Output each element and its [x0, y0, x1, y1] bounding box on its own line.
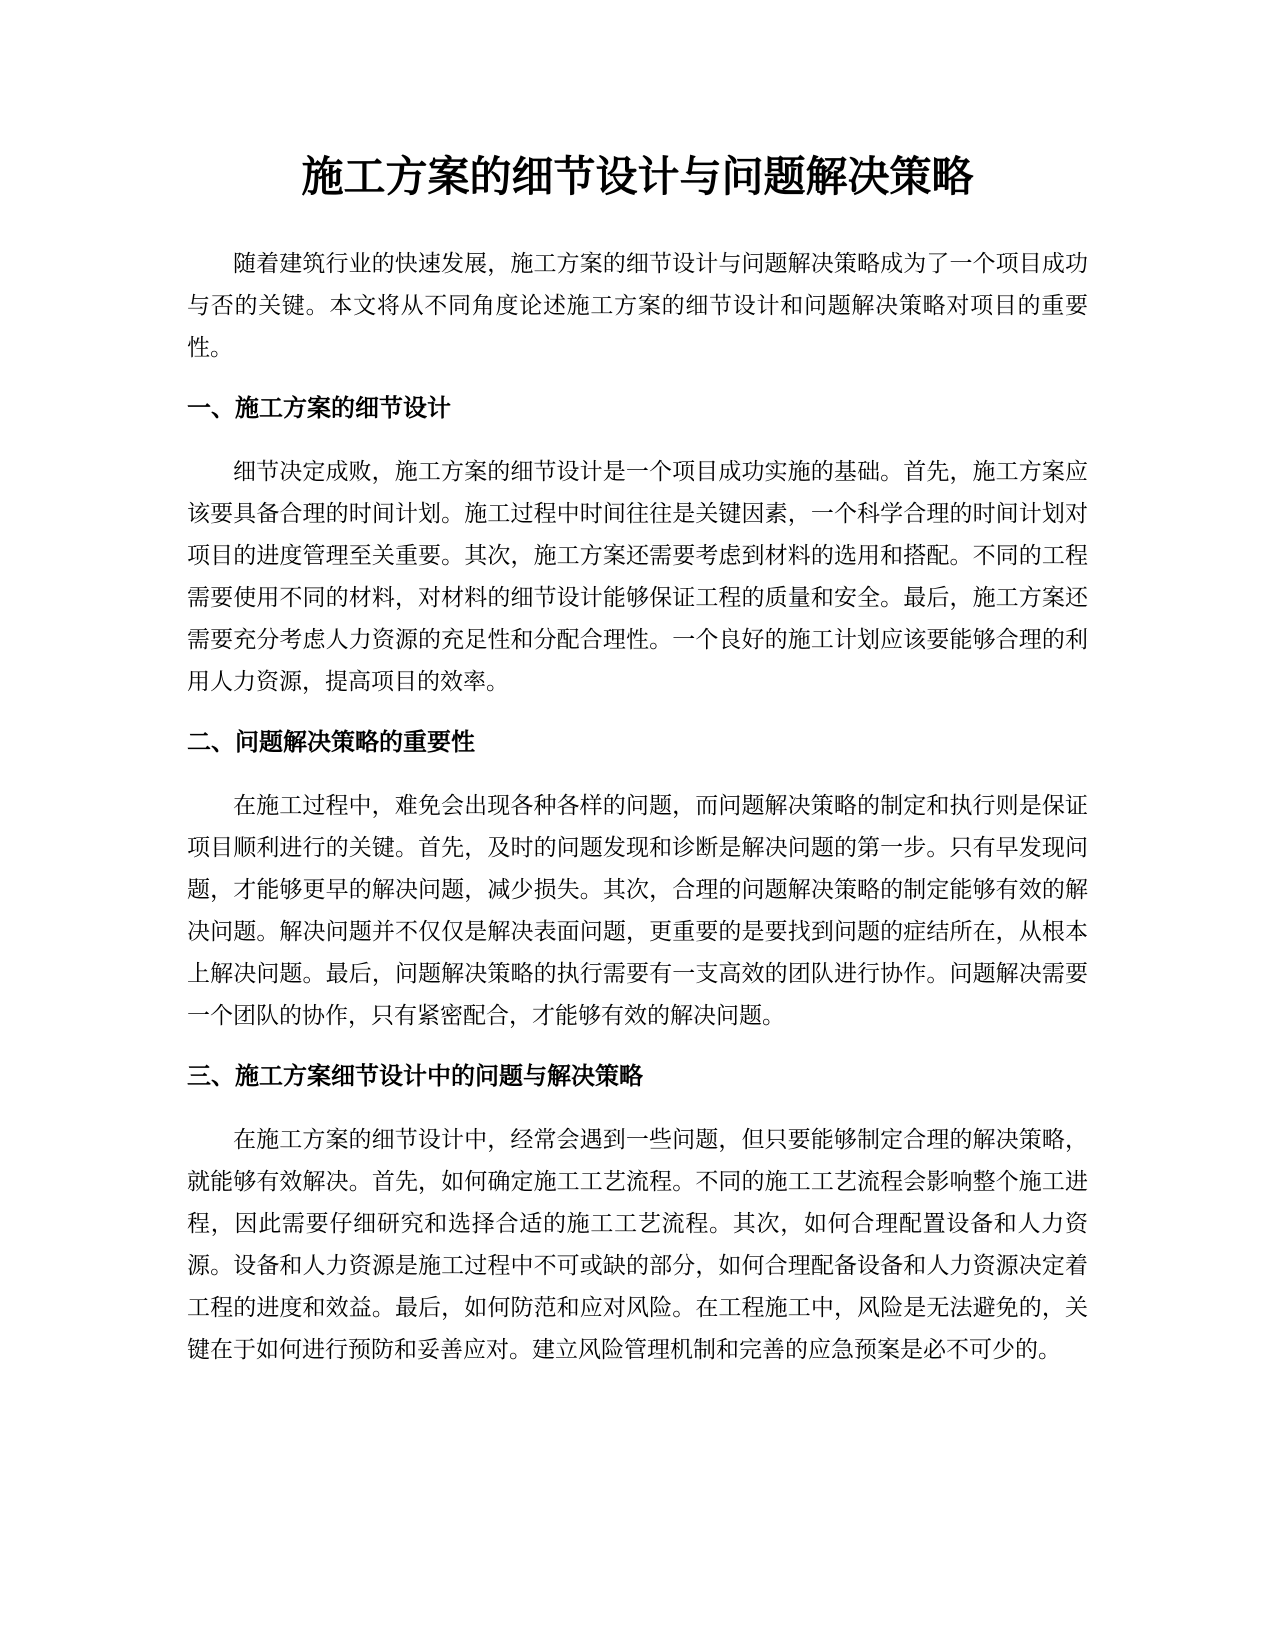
page-title: 施工方案的细节设计与问题解决策略 [301, 152, 974, 201]
section-1-heading: 一、施工方案的细节设计 [187, 394, 451, 422]
section-1-paragraph: 细节决定成败，施工方案的细节设计是一个项目成功实施的基础。首先，施工方案应该要具备合理的时间计划。施工过程中时间往往是关键因素，一个科学合理的时间计划对项目的进度管理至关重要。其次，施工方案还需要考虑到材料的选用和搭配。不同的工程需要使用不同的材料，对材料的细节设计能够保证工程的质量和安全。最后，施工方案还需要充分考虑人力资源的充足性和分配合理性。一个良好的施工计划应该要能够合理的利用人力资源，提高项目的效率。 [187, 459, 1088, 695]
intro-paragraph: 随着建筑行业的快速发展，施工方案的细节设计与问题解决策略成为了一个项目成功与否的关键。本文将从不同角度论述施工方案的细节设计和问题解决策略对项目的重要性。 [187, 251, 1088, 361]
section-2-heading: 二、问题解决策略的重要性 [187, 728, 475, 756]
document-body [187, 243, 1088, 1371]
section-2-paragraph: 在施工过程中，难免会出现各种各样的问题，而问题解决策略的制定和执行则是保证项目顺利进行的关键。首先，及时的问题发现和诊断是解决问题的第一步。只有早发现问题，才能够更早的解决问题，减少损失。其次，合理的问题解决策略的制定能够有效的解决问题。解决问题并不仅仅是解决表面问题，更重要的是要找到问题的症结所在，从根本上解决问题。最后，问题解决策略的执行需要有一支高效的团队进行协作。问题解决需要一个团队的协作，只有紧密配合，才能够有效的解决问题。 [187, 793, 1088, 1029]
section-3-paragraph: 在施工方案的细节设计中，经常会遇到一些问题，但只要能够制定合理的解决策略，就能够有效解决。首先，如何确定施工工艺流程。不同的施工工艺流程会影响整个施工进程，因此需要仔细研究和选择合适的施工工艺流程。其次，如何合理配置设备和人力资源。设备和人力资源是施工过程中不可或缺的部分，如何合理配备设备和人力资源决定着工程的进度和效益。最后，如何防范和应对风险。在工程施工中，风险是无法避免的，关键在于如何进行预防和妥善应对。建立风险管理机制和完善的应急预案是必不可少的。 [187, 1127, 1088, 1363]
section-3-heading: 三、施工方案细节设计中的问题与解决策略 [187, 1062, 643, 1090]
